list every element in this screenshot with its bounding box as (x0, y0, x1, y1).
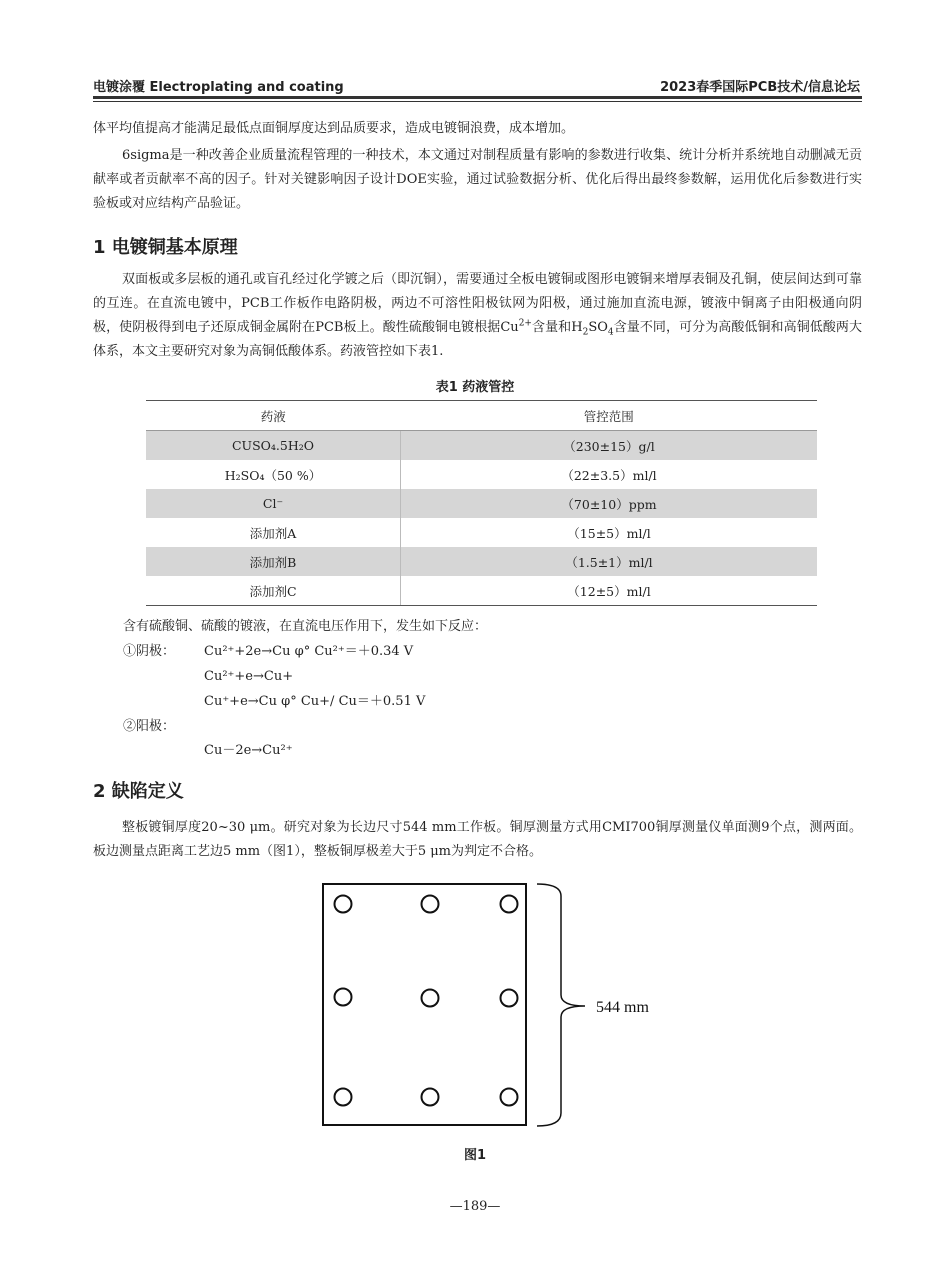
reaction-intro: 含有硫酸铜、硫酸的镀液，在直流电压作用下，发生如下反应： (123, 619, 488, 634)
measure-point (422, 990, 439, 1007)
dimension-label: 544 mm (596, 999, 649, 1016)
measure-point (501, 896, 518, 913)
cathode-equation-1: Cu²⁺+2e→Cu φ° Cu²⁺＝＋0.34 V (204, 644, 414, 659)
table-cell-range: （15±5）ml/l (567, 525, 651, 541)
figure-caption: 图1 (463, 1148, 487, 1163)
table-cell-chemical: Cl⁻ (146, 489, 401, 518)
table-cell-chemical: H₂SO₄（50 %） (146, 460, 401, 489)
table-cell-range: （70±10）ppm (401, 489, 818, 518)
table-cell-chemical: 添加剂B (146, 547, 401, 576)
table-header-chemical: 药液 (146, 401, 401, 431)
table-cell-range: （22±3.5）ml/l (561, 467, 657, 483)
measure-point (422, 896, 439, 913)
anode-equation: Cu－2e→Cu²⁺ (204, 743, 293, 758)
section-1-heading: 1 电镀铜基本原理 (93, 237, 238, 258)
table-cell-range: （230±15）g/l (401, 431, 818, 461)
section-1-paragraph: 双面板或多层板的通孔或盲孔经过化学镀之后（即沉铜），需要通过全板电镀铜或图形电镀铜来增厚表铜及孔铜，使层间达到可靠的互连。在直流电镀中，PCB工作板作电路阴极，两边不可溶性阳极钛网为阳极，通过施加直流电源，镀液中铜离子由阳极通向阴极，使阴极得到电子还原成铜金属附在PCB板上。酸性硫酸铜电镀根据$Cu^{2+}$含量和$H_2SO_4$含量不同，可分为高酸低铜和高铜低酸两大体系，本文主要研究对象为高铜低酸体系。药液管控如下表1. (93, 272, 862, 359)
measure-point (335, 989, 352, 1006)
table-caption: 表1 药液管控 (435, 380, 515, 395)
table-cell-range: （1.5±1）ml/l (401, 547, 818, 576)
measure-point (501, 990, 518, 1007)
anode-label: ②阳极： (123, 719, 176, 734)
measure-point (335, 1089, 352, 1106)
table-cell-range: （12±5）ml/l (401, 576, 818, 606)
running-header-left: 电镀涂覆 Electroplating and coating (93, 80, 344, 95)
table-header-range: 管控范围 (401, 401, 818, 431)
section-2-heading: 2 缺陷定义 (93, 781, 184, 802)
intro-paragraph-2: 6sigma是一种改善企业质量流程管理的一种技术，本文通过对制程质量有影响的参数进行收集、统计分析并系统地自动删减无贡献率或者贡献率不高的因子。针对关键影响因子设计DOE实验，通过试验数据分析、优化后得出最终参数解，运用优化后参数进行实验板或对应结构产品验证。 (93, 148, 862, 211)
dimension-brace (537, 884, 585, 1126)
table-cell-chemical: 添加剂C (146, 576, 401, 606)
table-cell-chemical: CUSO₄.5H₂O (146, 431, 401, 461)
intro-paragraph-1: 体平均值提高才能满足最低点面铜厚度达到品质要求，造成电镀铜浪费，成本增加。 (93, 121, 575, 136)
measure-point (422, 1089, 439, 1106)
section-2-paragraph: 整板镀铜厚度20~30 μm。研究对象为长边尺寸544 mm工作板。铜厚测量方式用CMI700铜厚测量仪单面测9个点，测两面。板边测量点距离工艺边5 mm（图1），整板铜厚极差大于5 μm为判定不合格。 (93, 820, 862, 859)
measure-point (501, 1089, 518, 1106)
cathode-equation-2: Cu²⁺+e→Cu+ (204, 669, 294, 684)
page-number: —189— (449, 1199, 501, 1214)
cathode-label: ①阴极： (123, 644, 176, 659)
cathode-equation-3: Cu⁺+e→Cu φ° Cu+/ Cu＝＋0.51 V (204, 694, 426, 709)
running-header-right: 2023春季国际PCB技术/信息论坛 (660, 80, 860, 95)
table-cell-chemical: 添加剂A (146, 518, 401, 547)
measure-point (335, 896, 352, 913)
